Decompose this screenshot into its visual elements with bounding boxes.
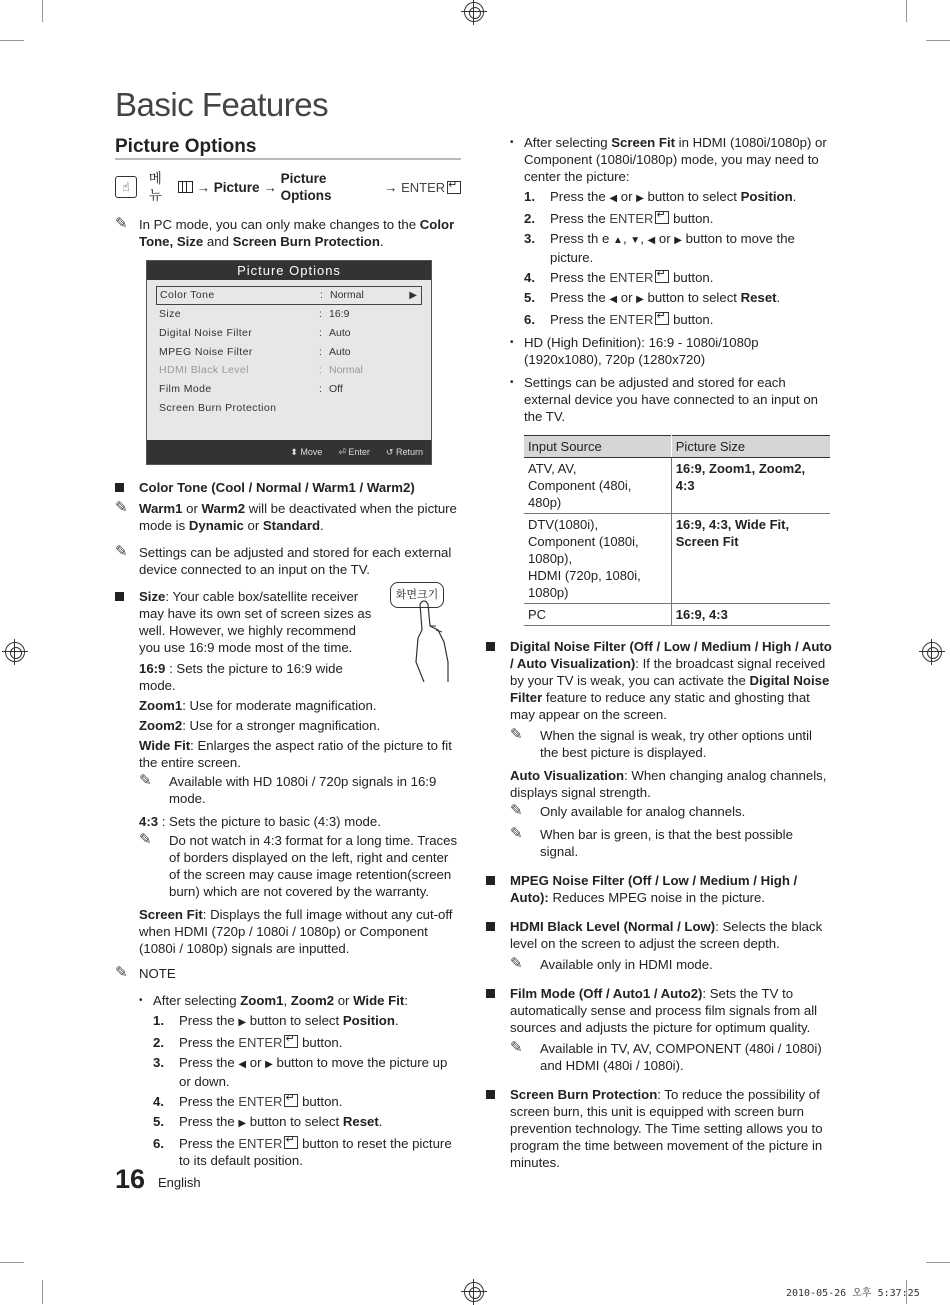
- list-item: 1. Press the ◀ or ▶ button to select Position.: [524, 189, 797, 204]
- crop-mark: [926, 40, 950, 41]
- remote-size-label: 화면크기: [390, 582, 444, 608]
- table-header: Picture Size: [671, 436, 830, 458]
- page-title: Basic Features: [115, 86, 329, 123]
- menu-path: [115, 170, 461, 204]
- table-row: DTV(1080i), Component (1080i, 1080p), HDMI (720p, 1080i, 1080p) 16:9, 4:3, Wide Fit, Screen Fit: [524, 514, 830, 604]
- registration-mark-icon: [464, 1282, 484, 1302]
- crop-mark: [0, 1262, 24, 1263]
- hdmi-note: ✎ Available only in HDMI mode.: [510, 955, 713, 972]
- osd-enter-hint: ⏎ Enter: [338, 446, 370, 457]
- crop-mark: [906, 0, 907, 22]
- right-arrow-icon: ▶: [238, 1118, 247, 1129]
- film-mode-item: Film Mode (Off / Auto1 / Auto2): Sets the TV to automatically sense and process film signals from all sources and adjusts the picture for optimum quality.: [486, 985, 832, 1036]
- enter-icon: [655, 312, 669, 325]
- r43-note: ✎ Do not watch in 4:3 format for a long time. Traces of borders displayed on the left, right and center of the screen may cause image retention(screen burn) which are not covered by the warranty.: [139, 831, 458, 899]
- after-screenfit-item: • After selecting Screen Fit in HDMI (1080i/1080p) or Component (1080i/1080p) mode, you may need to center the picture:: [510, 135, 827, 184]
- list-item: 5. Press the ◀ or ▶ button to select Reset.: [524, 290, 781, 305]
- enter-icon: [447, 181, 461, 194]
- settings-item: • Settings can be adjusted and stored for each external device you have connected to an input on the TV.: [510, 375, 818, 424]
- list-item: 5. Press the ▶ button to select Reset.: [153, 1114, 383, 1129]
- note-pen-icon: ✎: [510, 1039, 523, 1056]
- left-column: ☝ 메뉴 → Picture → Picture Options → ENTER ↵ ✎ In PC mode, you can only make changes to the Color Tone, Size and Screen Burn Protection. Picture Options Color Tone : Normal ▶ Size : 16:9 Digital Noise Filter : Auto MPEG Noise Filter : Auto HDMI Black Level : Normal Film Mode : Off Screen Burn Protection ⬍ Move ⏎ Enter ↺ Return Color Tone (Cool / Normal / Warm1 / Warm2) ✎ Warm1 or Warm2 will be deactivated when the picture mode is Dynamic or Standard. ✎ Settings can be adjusted and stored for each external device connected to an input on the TV. 화면크기 Size: Your cable box/satellite receiver may have its own set of screen sizes as well. However, we highly recommend you use 16:9 mode most of the time. 16:9 : Sets the picture to 16:9 wide mode. Zoom1: Use for moderate magnification. Zoom2: Use for a stronger magnification. Wide Fit: Enlarges the aspect ratio of the picture to fit the entire screen. ✎ Available with HD 1080i / 720p signals in 16:9 mode. 4:3 : Sets the picture to basic (4:3) mode. ✎ Do not watch in 4:3 format for a long time. Traces of borders displayed on the left, right and center of the screen may cause image retention(screen burn) which are not covered by the warranty. Screen Fit: Displays the full image without any cut-off when HDMI (720p / 1080i / 1080p) or Component (1080i / 1080p) signals are inputted. ✎ NOTE • After selecting Zoom1, Zoom2 or Wide Fit: 1. Press the ▶ button to select Position. 2. Press the ENTER↵ button. 3. Press the ◀ or ▶ button to move the picture up or down. 4. Press the ENTER↵ button. 5. Press the ▶ button to select Reset. 6. Press the ENTER↵ button to reset the picture to its default position.: [115, 166, 461, 1173]
- square-bullet-icon: [115, 592, 124, 601]
- square-bullet-icon: [486, 1090, 495, 1099]
- section-title: Picture Options: [115, 136, 257, 157]
- enter-icon: [284, 1035, 298, 1048]
- picture-size-table: [524, 435, 830, 626]
- osd-row-size[interactable]: Size : 16:9: [159, 308, 350, 320]
- note-pen-icon: ✎: [115, 215, 128, 232]
- osd-row-digital-noise-filter[interactable]: Digital Noise Filter : Auto: [159, 326, 351, 339]
- warm-note: ✎ Warm1 or Warm2 will be deactivated when the picture mode is Dynamic or Standard.: [115, 499, 457, 533]
- bullet-dot-icon: •: [510, 137, 514, 148]
- enter-icon: ⏎: [338, 446, 346, 457]
- enter-icon: [655, 270, 669, 283]
- right-column: • After selecting Screen Fit in HDMI (1080i/1080p) or Component (1080i/1080p) mode, you may need to center the picture: 1. Press the ◀ or ▶ button to select Position. 2. Press the ENTER↵ button. 3. Press th e ▲, ▼, ◀ or ▶ button to move the picture. 4. Press the ENTER↵ button. 5. Press the ◀ or ▶ button to select Reset. 6. Press the ENTER↵ button. • HD (High Definition): 16:9 - 1080i/1080p (1920x1080), 720p (1280x720) • Settings can be adjusted and stored for each external device you have connected to an input on the TV. Input Source Picture Size ATV, AV, Component (480i, 480p) 16:9, Zoom1, Zoom2, 4:3 DTV(1080i), Component (1080i, 1080p), HDMI (720p, 1080i, 1080p) 16:9, 4:3, Wide Fit, Screen Fit PC 16:9, 4:3 Digital Noise Filter (Off / Low / Medium / High / Auto / Auto Visualization): If the broadcast signal received by your TV is weak, you can activate the Digital Noise Filter feature to reduce any static and ghosting that may appear on the screen. ✎ When the signal is weak, try other options until the best picture is displayed. Auto Visualization: When changing analog channels, displays signal strength. ✎ Only available for analog channels. ✎ When bar is green, is that the best possible signal. MPEG Noise Filter (Off / Low / Medium / High / Auto): Reduces MPEG noise in the picture. HDMI Black Level (Normal / Low): Selects the black level on the screen to adjust the screen depth. ✎ Available only in HDMI mode. Film Mode (Off / Auto1 / Auto2): Sets the TV to automatically sense and process film signals from all sources and adjusts the picture for optimum quality. ✎ Available in TV, AV, COMPONENT (480i / 1080i) and HDMI (480i / 1080i). Screen Burn Protection: To reduce the possibility of screen burn, this unit is equipped with screen burn prevention technology. The Time setting allows you to program the time between movement of the picture in minutes.: [486, 134, 832, 1175]
- registration-mark-icon: [922, 642, 942, 662]
- left-arrow-icon: ◀: [647, 235, 656, 246]
- note-pen-icon: ✎: [510, 955, 523, 972]
- square-bullet-icon: [486, 642, 495, 651]
- pc-mode-note: ✎ In PC mode, you can only make changes to the Color Tone, Size and Screen Burn Protection.: [115, 215, 455, 249]
- menu-icon: [178, 181, 194, 193]
- page-language: English: [158, 1175, 201, 1190]
- note-pen-icon: ✎: [139, 772, 152, 789]
- list-item: 2. Press the ENTER↵ button.: [524, 210, 832, 227]
- right-arrow-icon: ▶: [636, 193, 644, 204]
- section-divider: [115, 158, 461, 160]
- arrow: →: [263, 179, 277, 195]
- arrow: →: [383, 179, 398, 195]
- widefit-note: ✎ Available with HD 1080i / 720p signals in 16:9 mode.: [139, 772, 437, 806]
- bullet-dot-icon: •: [510, 377, 514, 388]
- list-item: 6. Press the ENTER↵ button to reset the picture to its default position.: [153, 1135, 461, 1169]
- crop-mark: [926, 1262, 950, 1263]
- autovis-note-2: ✎ When bar is green, is that the best possible signal.: [510, 825, 793, 859]
- left-arrow-icon: ◀: [609, 294, 618, 305]
- return-icon: ↺: [385, 446, 394, 457]
- note-pen-icon: ✎: [115, 543, 128, 560]
- menu-step-picture-options: Picture Options: [280, 171, 332, 203]
- list-item: 3. Press th e ▲, ▼, ◀ or ▶ button to move the picture.: [524, 231, 795, 265]
- registration-mark-icon: [5, 642, 25, 662]
- left-arrow-icon: ◀: [238, 1059, 247, 1070]
- osd-row-color-tone[interactable]: Color Tone : Normal ▶: [156, 286, 422, 305]
- osd-row-hdmi-black-level: HDMI Black Level : Normal: [159, 364, 363, 377]
- size-item: Size: Your cable box/satellite receiver may have its own set of screen sizes as well. However, we highly recommend you use 16:9 mode most of the time.: [115, 588, 461, 656]
- crop-mark: [0, 40, 24, 41]
- right-arrow-icon: ▶: [636, 294, 644, 305]
- osd-return-hint: ↺ Return: [385, 446, 423, 457]
- enter-icon: [284, 1094, 298, 1107]
- left-steps: [153, 1012, 461, 1169]
- osd-row-screen-burn-protection[interactable]: Screen Burn Protection: [159, 401, 277, 414]
- note-heading: ✎ NOTE: [115, 964, 176, 981]
- list-item: 4. Press the ENTER↵ button.: [524, 269, 832, 286]
- right-arrow-icon: ▶: [409, 290, 417, 301]
- left-arrow-icon: ◀: [609, 193, 618, 204]
- settings-note: ✎ Settings can be adjusted and stored for each external device connected to an input on the TV.: [115, 543, 452, 577]
- note-pen-icon: ✎: [510, 802, 523, 819]
- crop-mark: [42, 0, 43, 22]
- list-item: 1. Press the ▶ button to select Position.: [153, 1013, 399, 1028]
- osd-picture-options: [146, 260, 432, 465]
- film-note: ✎ Available in TV, AV, COMPONENT (480i / 1080i) and HDMI (480i / 1080i).: [510, 1039, 822, 1073]
- right-arrow-icon: ▶: [238, 1017, 247, 1028]
- registration-mark-icon: [464, 2, 484, 22]
- square-bullet-icon: [486, 922, 495, 931]
- right-arrow-icon: ▶: [674, 235, 682, 246]
- hd-item: • HD (High Definition): 16:9 - 1080i/1080p (1920x1080), 720p (1280x720): [510, 335, 759, 367]
- note-pen-icon: ✎: [115, 499, 128, 516]
- down-arrow-icon: ▼: [630, 235, 641, 246]
- color-tone-item: Color Tone (Cool / Normal / Warm1 / Warm2): [115, 479, 461, 496]
- digital-noise-filter-item: Digital Noise Filter (Off / Low / Medium / High / Auto / Auto Visualization): If the broadcast signal received by your TV is weak, you can activate the Digital Noise Filter feature to reduce any static and ghosting that may appear on the screen.: [486, 638, 832, 723]
- list-item: 6. Press the ENTER↵ button.: [524, 311, 832, 328]
- enter-icon: [655, 211, 669, 224]
- square-bullet-icon: [486, 989, 495, 998]
- print-timestamp: 2010-05-26 오후 5:37:25: [786, 1288, 920, 1299]
- note-pen-icon: ✎: [510, 726, 523, 743]
- osd-title: Picture Options: [147, 261, 431, 280]
- enter-label: ENTER: [401, 179, 446, 195]
- screen-burn-protection-item: Screen Burn Protection: To reduce the possibility of screen burn, this unit is equipped with screen burn prevention technology. The Time setting allows you to program the time between movement of the picture in minutes.: [486, 1086, 832, 1171]
- autovis-note-1: ✎ Only available for analog channels.: [510, 802, 746, 819]
- menu-step-picture: Picture: [213, 179, 260, 195]
- hand-icon: ☝: [115, 176, 137, 198]
- osd-move-hint: ⬍ Move: [290, 446, 323, 457]
- osd-list: [156, 286, 422, 418]
- crop-mark: [42, 1280, 43, 1304]
- osd-footer: [147, 440, 431, 464]
- right-arrow-icon: ▶: [265, 1059, 273, 1070]
- page-number: 16: [115, 1164, 146, 1194]
- bullet-dot-icon: •: [139, 995, 143, 1006]
- bullet-dot-icon: •: [510, 337, 514, 348]
- dnf-note: ✎ When the signal is weak, try other options until the best picture is displayed.: [510, 726, 812, 760]
- list-item: 2. Press the ENTER↵ button.: [153, 1034, 461, 1051]
- right-steps: [524, 188, 832, 328]
- table-row: ATV, AV, Component (480i, 480p) 16:9, Zoom1, Zoom2, 4:3: [524, 458, 830, 514]
- osd-row-film-mode[interactable]: Film Mode : Off: [159, 383, 343, 396]
- menu-label: 메뉴: [148, 171, 162, 203]
- up-arrow-icon: ▲: [613, 235, 623, 246]
- note-pen-icon: ✎: [139, 831, 152, 848]
- up-down-icon: ⬍: [290, 446, 298, 457]
- table-row: PC 16:9, 4:3: [524, 604, 830, 626]
- note-pen-icon: ✎: [510, 825, 523, 842]
- osd-row-mpeg-noise-filter[interactable]: MPEG Noise Filter : Auto: [159, 345, 351, 358]
- note-pen-icon: ✎: [115, 964, 128, 981]
- list-item: 3. Press the ◀ or ▶ button to move the picture up or down.: [153, 1055, 448, 1089]
- after-zoom-item: • After selecting Zoom1, Zoom2 or Wide Fit:: [139, 993, 408, 1008]
- table-header: Input Source: [524, 436, 671, 458]
- mpeg-noise-filter-item: MPEG Noise Filter (Off / Low / Medium / High / Auto): Reduces MPEG noise in the picture.: [486, 872, 832, 906]
- enter-icon: [284, 1136, 298, 1149]
- square-bullet-icon: [115, 483, 124, 492]
- arrow: →: [196, 179, 210, 195]
- hdmi-black-level-item: HDMI Black Level (Normal / Low): Selects the black level on the screen to adjust the screen depth.: [486, 918, 832, 952]
- square-bullet-icon: [486, 876, 495, 885]
- list-item: 4. Press the ENTER↵ button.: [153, 1093, 461, 1110]
